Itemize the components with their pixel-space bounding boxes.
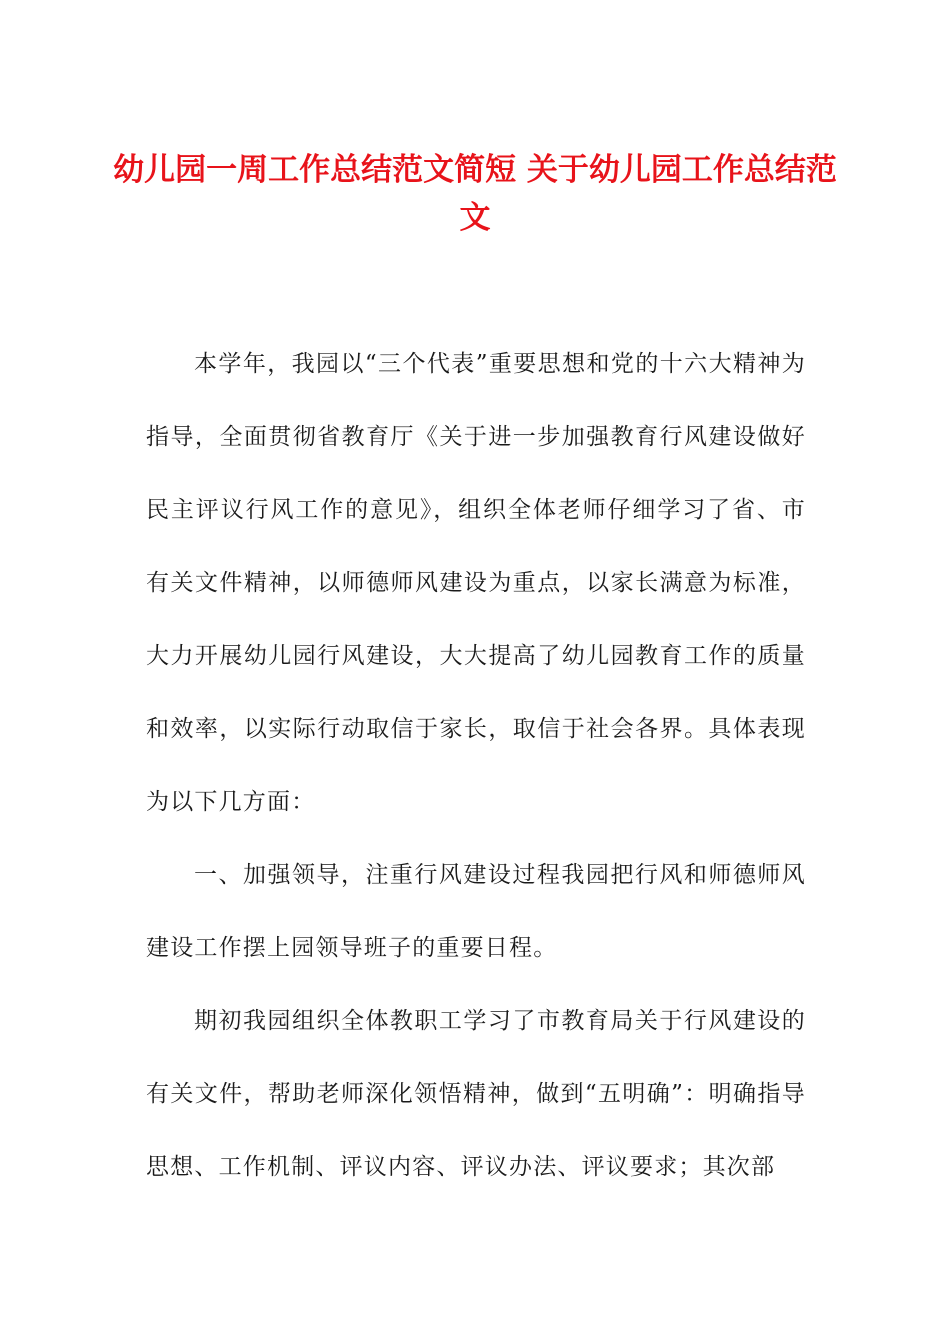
paragraph-intro: 本学年，我园以“三个代表”重要思想和党的十六大精神为指导，全面贯彻省教育厅《关于进一步加强教育行风建设做好民主评议行风工作的意见》，组织全体老师仔细学习了省、市有关文件精神，以师德师风建设为重点，以家长满意为标准，大力开展幼儿园行风建设，大大提高了幼儿园教育工作的质量和效率，以实际行动取信于家长，取信于社会各界。具体表现为以下几方面：	[146, 351, 806, 815]
document-body	[146, 328, 806, 1204]
document-title: 幼儿园一周工作总结范文简短 关于幼儿园工作总结范文	[113, 152, 837, 236]
paragraph-initial-study: 期初我园组织全体教职工学习了市教育局关于行风建设的有关文件，帮助老师深化领悟精神，做到“五明确”：明确指导思想、工作机制、评议内容、评议办法、评议要求；其次部	[146, 1008, 806, 1180]
paragraph-section-one: 一、加强领导，注重行风建设过程我园把行风和师德师风建设工作摆上园领导班子的重要日程。	[146, 862, 806, 961]
